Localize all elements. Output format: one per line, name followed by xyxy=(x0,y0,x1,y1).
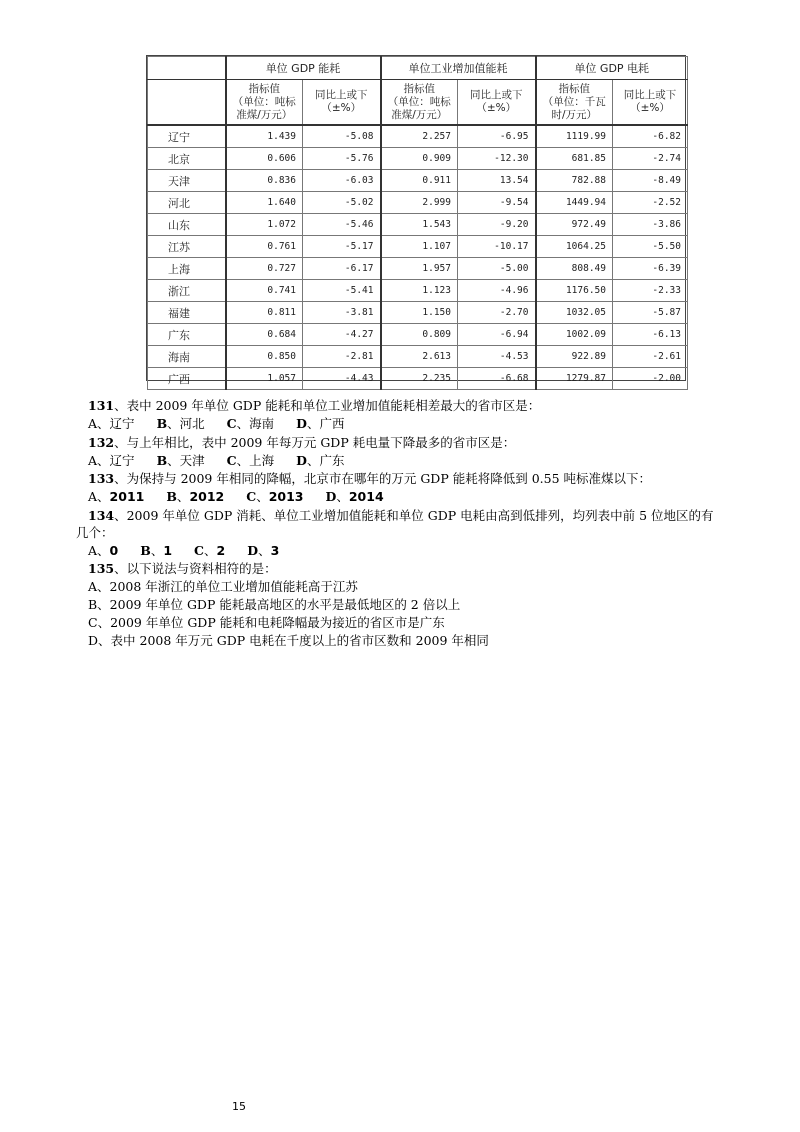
value-cell: -10.17 xyxy=(458,236,536,258)
value-cell: -2.52 xyxy=(613,192,688,214)
options-132 xyxy=(88,452,367,469)
column-header-line: 准煤/万元） xyxy=(236,108,293,121)
option-c xyxy=(246,488,303,505)
value-cell: 922.89 xyxy=(536,346,613,368)
option-d xyxy=(326,488,384,505)
option-value: 1 xyxy=(163,543,173,558)
region-cell: 北京 xyxy=(148,148,226,170)
region-cell: 天津 xyxy=(148,170,226,192)
statement-b: B、2009 年单位 GDP 能耗最高地区的水平是最低地区的 2 倍以上 xyxy=(88,597,461,612)
option-separator: 、 xyxy=(336,489,349,504)
question-number: 133 xyxy=(88,471,115,486)
option-b xyxy=(140,542,172,559)
option-c xyxy=(227,452,274,469)
option-separator: 、 xyxy=(204,543,217,558)
corner-cell xyxy=(148,57,226,80)
value-cell: -5.76 xyxy=(303,148,381,170)
value-cell: 0.809 xyxy=(381,324,458,346)
option-separator: 、 xyxy=(167,416,180,431)
option-letter: B xyxy=(140,543,151,558)
value-cell: 1.150 xyxy=(381,302,458,324)
question-text: 、表中 2009 年单位 GDP 能耗和单位工业增加值能耗相差最大的省市区是： xyxy=(114,398,541,413)
option-separator: 、 xyxy=(97,543,110,558)
option-letter: B xyxy=(156,453,168,468)
question-number: 134 xyxy=(88,508,115,523)
value-cell: -6.13 xyxy=(613,324,688,346)
value-cell: 1.439 xyxy=(226,125,303,148)
option-letter: D xyxy=(296,453,307,468)
value-cell: -5.00 xyxy=(458,258,536,280)
question-133 xyxy=(88,470,651,487)
option-separator: 、 xyxy=(256,489,269,504)
column-header-line: （±%） xyxy=(630,102,670,114)
option-separator: 、 xyxy=(236,416,250,431)
table-row xyxy=(148,302,688,324)
option-value: 2011 xyxy=(109,489,145,504)
table-row xyxy=(148,258,688,280)
value-cell: -6.68 xyxy=(458,368,536,390)
table-row xyxy=(148,214,688,236)
option-value: 3 xyxy=(270,543,280,558)
column-header-line: 指标值 xyxy=(403,82,435,95)
value-cell: -5.17 xyxy=(303,236,381,258)
energy-data-table xyxy=(146,55,686,386)
value-cell: 0.761 xyxy=(226,236,303,258)
column-header xyxy=(613,80,688,126)
option-value: 2014 xyxy=(348,489,384,504)
option-separator: 、 xyxy=(236,453,250,468)
option-d xyxy=(296,415,344,432)
value-cell: -4.96 xyxy=(458,280,536,302)
column-header-line: （单位：吨标 xyxy=(232,95,296,108)
table-row xyxy=(148,148,688,170)
option-separator: 、 xyxy=(258,543,271,558)
value-cell: -4.27 xyxy=(303,324,381,346)
option-separator: 、 xyxy=(150,543,164,558)
value-cell: 0.741 xyxy=(226,280,303,302)
column-header-line: 同比上或下 xyxy=(315,89,368,101)
column-header-line: 指标值 xyxy=(558,82,590,95)
question-number: 132 xyxy=(88,435,115,450)
group-header-industry-energy: 单位工业增加值能耗 xyxy=(381,57,536,80)
question-text: 、为保持与 2009 年相同的降幅，北京市在哪年的万元 GDP 能耗将降低到 0.55 吨标准煤以下： xyxy=(114,471,651,486)
value-cell: -2.61 xyxy=(613,346,688,368)
option-letter: C xyxy=(226,416,237,431)
value-cell: -5.87 xyxy=(613,302,688,324)
option-separator: 、 xyxy=(167,453,180,468)
option-value: 2013 xyxy=(268,489,304,504)
value-cell: 681.85 xyxy=(536,148,613,170)
value-cell: -2.33 xyxy=(613,280,688,302)
value-cell: 0.684 xyxy=(226,324,303,346)
option-value: 广西 xyxy=(319,416,345,431)
table-row xyxy=(148,236,688,258)
options-131 xyxy=(88,415,367,432)
table-row xyxy=(148,324,688,346)
option-a xyxy=(88,542,118,559)
option-value: 2012 xyxy=(189,489,225,504)
value-cell: -6.03 xyxy=(303,170,381,192)
column-header-line: 同比上或下 xyxy=(470,89,523,101)
region-cell: 海南 xyxy=(148,346,226,368)
option-letter: C xyxy=(226,453,237,468)
table-row xyxy=(148,368,688,390)
region-header-cell xyxy=(148,80,226,126)
value-cell: 1.072 xyxy=(226,214,303,236)
question-text: 、与上年相比，表中 2009 年每万元 GDP 耗电量下降最多的省市区是： xyxy=(114,435,516,450)
option-separator: 、 xyxy=(307,416,320,431)
value-cell: -2.70 xyxy=(458,302,536,324)
region-cell: 河北 xyxy=(148,192,226,214)
value-cell: 1279.87 xyxy=(536,368,613,390)
value-cell: 1.640 xyxy=(226,192,303,214)
value-cell: 1064.25 xyxy=(536,236,613,258)
question-134-continued: 几个： xyxy=(76,525,114,540)
value-cell: 0.606 xyxy=(226,148,303,170)
value-cell: 2.257 xyxy=(381,125,458,148)
option-value: 辽宁 xyxy=(109,453,135,468)
option-b xyxy=(157,415,205,432)
option-separator: 、 xyxy=(176,489,190,504)
table-row xyxy=(148,125,688,148)
value-cell: -3.86 xyxy=(613,214,688,236)
value-cell: -6.17 xyxy=(303,258,381,280)
question-number: 135 xyxy=(88,561,115,576)
column-header xyxy=(226,80,303,126)
region-cell: 山东 xyxy=(148,214,226,236)
options-134 xyxy=(88,542,301,559)
value-cell: -9.20 xyxy=(458,214,536,236)
table-row xyxy=(148,346,688,368)
table-row xyxy=(148,170,688,192)
option-value: 天津 xyxy=(179,453,205,468)
column-header-line: （单位：千瓦 xyxy=(542,95,606,108)
option-letter: D xyxy=(296,416,307,431)
option-c xyxy=(194,542,225,559)
column-header-line: （±%） xyxy=(476,102,517,114)
value-cell: 0.727 xyxy=(226,258,303,280)
value-cell: -4.43 xyxy=(303,368,381,390)
statement-c: C、2009 年单位 GDP 能耗和电耗降幅最为接近的省区市是广东 xyxy=(88,615,445,630)
column-header-line: （±%） xyxy=(321,102,362,114)
option-value: 广东 xyxy=(319,453,345,468)
value-cell: 1.543 xyxy=(381,214,458,236)
question-134 xyxy=(88,507,714,524)
value-cell: 2.999 xyxy=(381,192,458,214)
option-b xyxy=(166,488,224,505)
option-letter: A xyxy=(88,453,98,468)
region-cell: 福建 xyxy=(148,302,226,324)
value-cell: -2.00 xyxy=(613,368,688,390)
value-cell: -5.02 xyxy=(303,192,381,214)
column-header xyxy=(381,80,458,126)
value-cell: -5.41 xyxy=(303,280,381,302)
value-cell: -5.08 xyxy=(303,125,381,148)
region-cell: 浙江 xyxy=(148,280,226,302)
value-cell: 1176.50 xyxy=(536,280,613,302)
option-b xyxy=(157,452,205,469)
value-cell: 1032.05 xyxy=(536,302,613,324)
value-cell: 1.057 xyxy=(226,368,303,390)
value-cell: 1.123 xyxy=(381,280,458,302)
option-separator: 、 xyxy=(97,453,110,468)
value-cell: 1449.94 xyxy=(536,192,613,214)
option-letter: C xyxy=(246,489,257,504)
column-header-line: 准煤/万元） xyxy=(391,108,448,121)
question-131 xyxy=(88,397,540,414)
option-value: 0 xyxy=(109,543,119,558)
option-letter: A xyxy=(88,543,98,558)
option-a xyxy=(88,452,135,469)
value-cell: -2.81 xyxy=(303,346,381,368)
value-cell: 808.49 xyxy=(536,258,613,280)
column-header xyxy=(458,80,536,126)
option-separator: 、 xyxy=(97,489,110,504)
column-header-line: 时/万元） xyxy=(551,108,598,121)
value-cell: 13.54 xyxy=(458,170,536,192)
option-letter: C xyxy=(194,543,204,558)
value-cell: -2.74 xyxy=(613,148,688,170)
value-cell: -6.82 xyxy=(613,125,688,148)
value-cell: 0.836 xyxy=(226,170,303,192)
value-cell: 0.811 xyxy=(226,302,303,324)
value-cell: -6.39 xyxy=(613,258,688,280)
option-letter: A xyxy=(88,416,98,431)
value-cell: 1.957 xyxy=(381,258,458,280)
value-cell: -5.50 xyxy=(613,236,688,258)
region-cell: 辽宁 xyxy=(148,125,226,148)
region-cell: 广西 xyxy=(148,368,226,390)
option-separator: 、 xyxy=(97,416,110,431)
value-cell: -5.46 xyxy=(303,214,381,236)
question-number: 131 xyxy=(88,398,115,413)
value-cell: -3.81 xyxy=(303,302,381,324)
group-header-gdp-power: 单位 GDP 电耗 xyxy=(536,57,688,80)
option-value: 2 xyxy=(216,543,226,558)
value-cell: 1002.09 xyxy=(536,324,613,346)
value-cell: 0.911 xyxy=(381,170,458,192)
page-number: 15 xyxy=(232,1100,246,1113)
question-135 xyxy=(88,560,277,577)
option-d xyxy=(247,542,279,559)
option-separator: 、 xyxy=(307,453,320,468)
option-value: 河北 xyxy=(179,416,205,431)
column-header xyxy=(303,80,381,126)
value-cell: 1.107 xyxy=(381,236,458,258)
option-letter: B xyxy=(166,489,177,504)
value-cell: 0.850 xyxy=(226,346,303,368)
table-row xyxy=(148,192,688,214)
value-cell: -6.94 xyxy=(458,324,536,346)
option-c xyxy=(227,415,274,432)
value-cell: 972.49 xyxy=(536,214,613,236)
options-133 xyxy=(88,488,406,505)
question-132 xyxy=(88,434,515,451)
table-row xyxy=(148,280,688,302)
question-text: 、以下说法与资料相符的是： xyxy=(114,561,277,576)
value-cell: -6.95 xyxy=(458,125,536,148)
option-value: 辽宁 xyxy=(109,416,135,431)
option-letter: D xyxy=(325,489,337,504)
statement-a: A、2008 年浙江的单位工业增加值能耗高于江苏 xyxy=(88,579,358,594)
option-value: 上海 xyxy=(249,453,275,468)
option-a xyxy=(88,415,135,432)
value-cell: -12.30 xyxy=(458,148,536,170)
column-header-line: 同比上或下 xyxy=(623,89,677,101)
value-cell: 2.235 xyxy=(381,368,458,390)
option-value: 海南 xyxy=(249,416,275,431)
region-cell: 广东 xyxy=(148,324,226,346)
value-cell: 0.909 xyxy=(381,148,458,170)
value-cell: 1119.99 xyxy=(536,125,613,148)
value-cell: 2.613 xyxy=(381,346,458,368)
option-a xyxy=(88,488,144,505)
statement-d: D、表中 2008 年万元 GDP 电耗在千度以上的省市区数和 2009 年相同 xyxy=(88,633,489,648)
question-text: 、2009 年单位 GDP 消耗、单位工业增加值能耗和单位 GDP 电耗由高到低排列，均列表中前 5 位地区的有 xyxy=(114,508,714,523)
group-header-gdp-energy: 单位 GDP 能耗 xyxy=(226,57,381,80)
option-letter: B xyxy=(156,416,168,431)
option-letter: D xyxy=(247,543,259,558)
column-header xyxy=(536,80,613,126)
region-cell: 上海 xyxy=(148,258,226,280)
option-letter: A xyxy=(88,489,98,504)
region-cell: 江苏 xyxy=(148,236,226,258)
value-cell: -9.54 xyxy=(458,192,536,214)
column-header-line: （单位：吨标 xyxy=(387,95,451,108)
column-header-line: 指标值 xyxy=(248,82,280,95)
energy-table xyxy=(147,56,688,390)
option-d xyxy=(296,452,344,469)
value-cell: -4.53 xyxy=(458,346,536,368)
value-cell: -8.49 xyxy=(613,170,688,192)
value-cell: 782.88 xyxy=(536,170,613,192)
